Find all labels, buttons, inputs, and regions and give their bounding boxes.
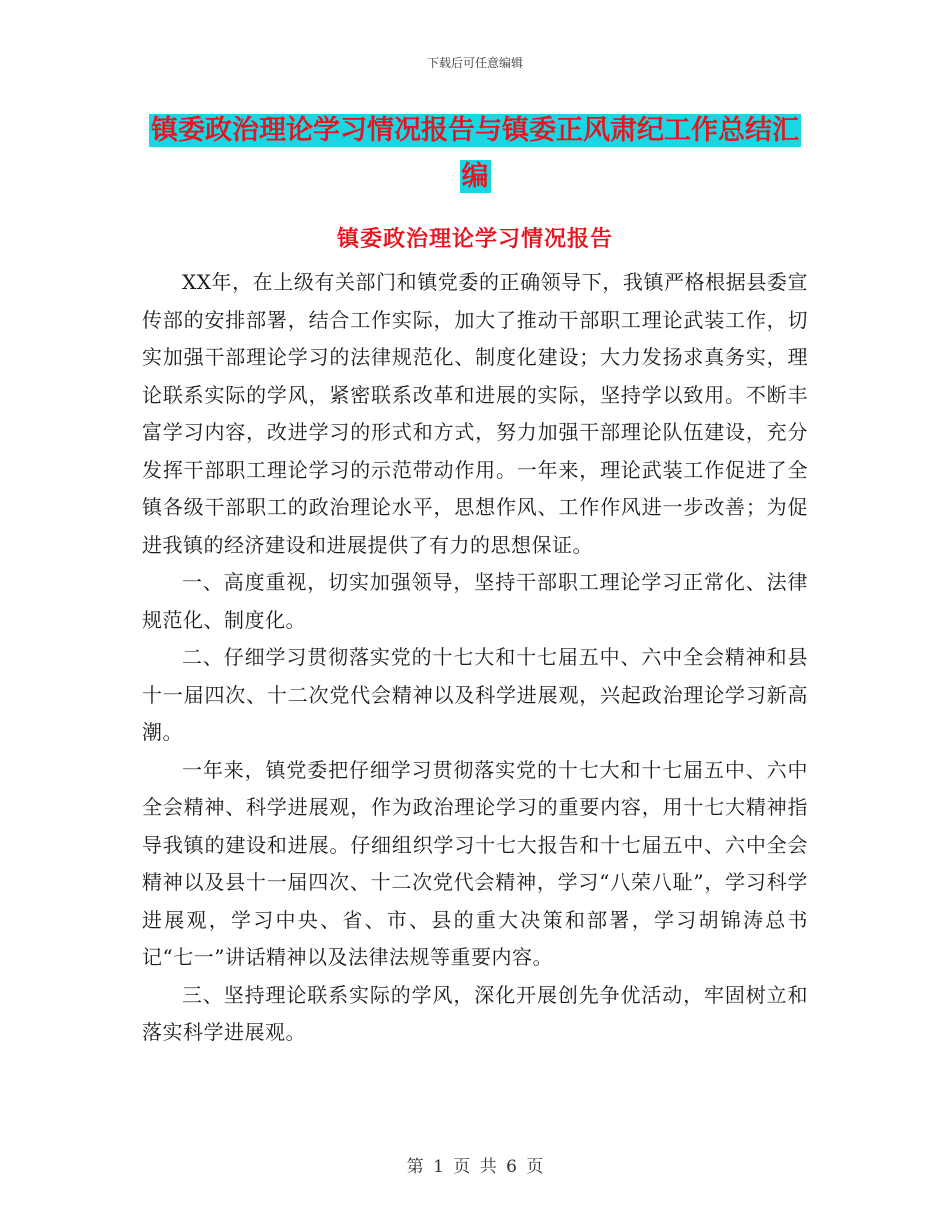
- header-note: 下载后可任意编辑: [426, 56, 523, 70]
- paragraph: XX年，在上级有关部门和镇党委的正确领导下，我镇严格根据县委宣传部的安排部署，结合工作实际，加大了推动干部职工理论武装工作，切实加强干部理论学习的法律规范化、制度化建设；大力发扬求真务实，理论联系实际的学风，紧密联系改革和进展的实际，坚持学以致用。不断丰富学习内容，改进学习的形式和方式，努力加强干部理论队伍建设，充分发挥干部职工理论学习的示范带动作用。一年来，理论武装工作促进了全镇各级干部职工的政治理论水平，思想作风、工作作风进一步改善；为促进我镇的经济建设和进展提供了有力的思想保证。: [142, 270, 808, 557]
- paragraph: 二、仔细学习贯彻落实党的十七大和十七届五中、六中全会精神和县十一届四次、十二次党代会精神以及科学进展观，兴起政治理论学习新高潮。: [142, 645, 808, 744]
- document-title: [140, 108, 810, 200]
- paragraph: 一、高度重视，切实加强领导，坚持干部职工理论学习正常化、法律规范化、制度化。: [142, 570, 808, 632]
- paragraph: 三、坚持理论联系实际的学风，深化开展创先争优活动，牢固树立和落实科学进展观。: [142, 982, 808, 1044]
- section-title: 镇委政治理论学习情况报告: [336, 227, 613, 252]
- paragraph: 一年来，镇党委把仔细学习贯彻落实党的十七大和十七届五中、六中全会精神、科学进展观，作为政治理论学习的重要内容，用十七大精神指导我镇的建设和进展。仔细组织学习十七大报告和十七届五中、六中全会精神以及县十一届四次、十二次党代会精神，学习“八荣八耻”，学习科学进展观，学习中央、省、市、县的重大决策和部署，学习胡锦涛总书记“七一”讲话精神以及法律法规等重要内容。: [142, 757, 808, 969]
- document-body: [142, 264, 808, 1052]
- page-number: 第 1 页 共 6 页: [406, 1157, 544, 1177]
- document-title-text: 镇委政治理论学习情况报告与镇委正风肃纪工作总结汇编: [151, 115, 799, 192]
